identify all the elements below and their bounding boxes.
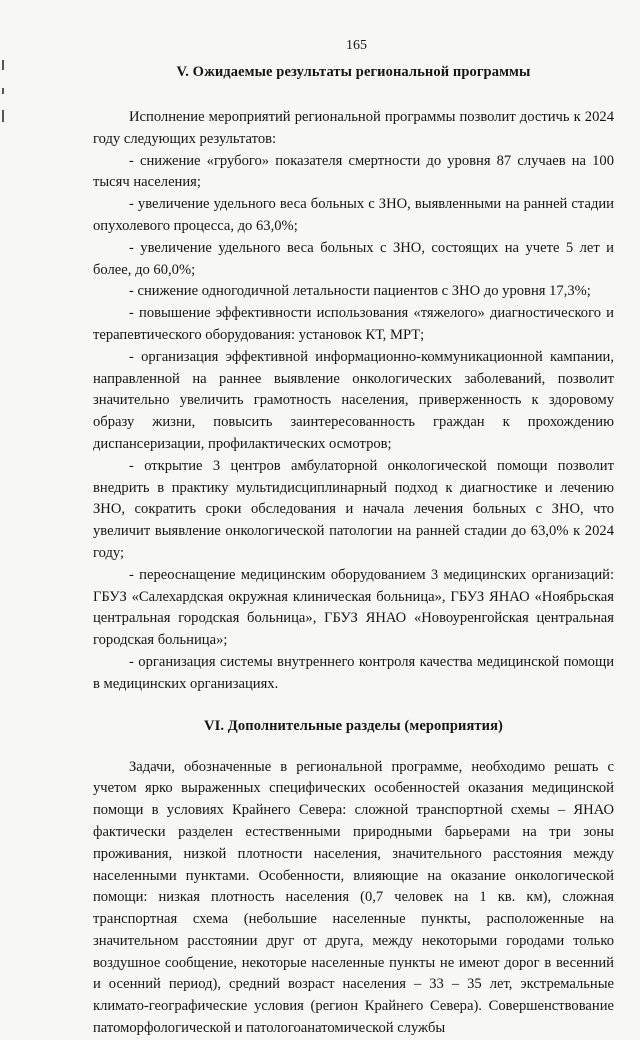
paragraph: - увеличение удельного веса больных с ЗНО, выявленными на ранней стадии опухолевого процесса, до 63,0%; (93, 196, 614, 234)
paragraph: Исполнение мероприятий региональной программы позволит достичь к 2024 году следующих результатов: (93, 109, 614, 147)
page-number: 165 (346, 38, 367, 53)
section-5-body (93, 107, 614, 696)
paragraph: - увеличение удельного веса больных с ЗНО, состоящих на учете 5 лет и более, до 60,0%; (93, 239, 614, 278)
paragraph: - повышение эффективности использования «тяжелого» диагностического и терапевтического оборудования: установок КТ, МРТ; (93, 305, 614, 343)
paragraph: - снижение одногодичной летальности пациентов с ЗНО до уровня 17,3%; (129, 283, 591, 300)
paragraph: Задачи, обозначенные в региональной программе, необходимо решать с учетом ярко выраженных специфических особенностей оказания медицинской помощи в условиях Крайнего Севера: сложной транспортной схемы – ЯНАО фактически разделен естественными природными барьерами на три зоны проживания, низкой плотности населения, значительного расстояния между населенными пунктами. Особенности, влияющие на оказание онкологической помощи: низкая плотность населения (0,7 человек на 1 кв. км), сложная транспортная схема (небольшие населенные пункты, расположенные на значительном расстоянии друг от друга, между некоторыми городами только воздушное сообщение, некоторые населенные пункты не имеют дорог в весенний и осенний период), средний возраст населения – 33 – 35 лет, экстремальные климато-географические условия (регион Крайнего Севера). Совершенствование патоморфологической и патологоанатомической службы (93, 758, 614, 1037)
paragraph: - организация системы внутреннего контроля качества медицинской помощи в медицинских организациях. (93, 653, 614, 692)
paragraph: - открытие 3 центров амбулаторной онкологической помощи позволит внедрить в практику мультидисциплинарный подход к диагностике и лечению ЗНО, сократить сроки обследования и начала лечения больных с ЗНО, что увеличит выявление онкологической патологии на ранней стадии до 63,0% к 2024 году; (93, 457, 614, 561)
section-6-body (93, 757, 614, 1040)
paragraph: - снижение «грубого» показателя смертности до уровня 87 случаев на 100 тысяч населения; (93, 152, 614, 191)
section-5-heading: V. Ожидаемые результаты региональной программы (176, 64, 531, 80)
paragraph: - переоснащение медицинским оборудованием 3 медицинских организаций: ГБУЗ «Салехардская окружная клиническая больница», ГБУЗ ЯНАО «Ноябрьская центральная городская больница», ГБУЗ ЯНАО «Новоуренгойская центральная городская больница»; (93, 566, 614, 649)
paragraph: - организация эффективной информационно-коммуникационной кампании, направленной на раннее выявление онкологических заболеваний, позволит значительно увеличить грамотность населения, приверженность к здоровому образу жизни, повысить заинтересованность граждан к прохождению диспансеризации, профилактических осмотров; (93, 348, 614, 452)
section-6-heading: VI. Дополнительные разделы (мероприятия) (204, 717, 503, 734)
